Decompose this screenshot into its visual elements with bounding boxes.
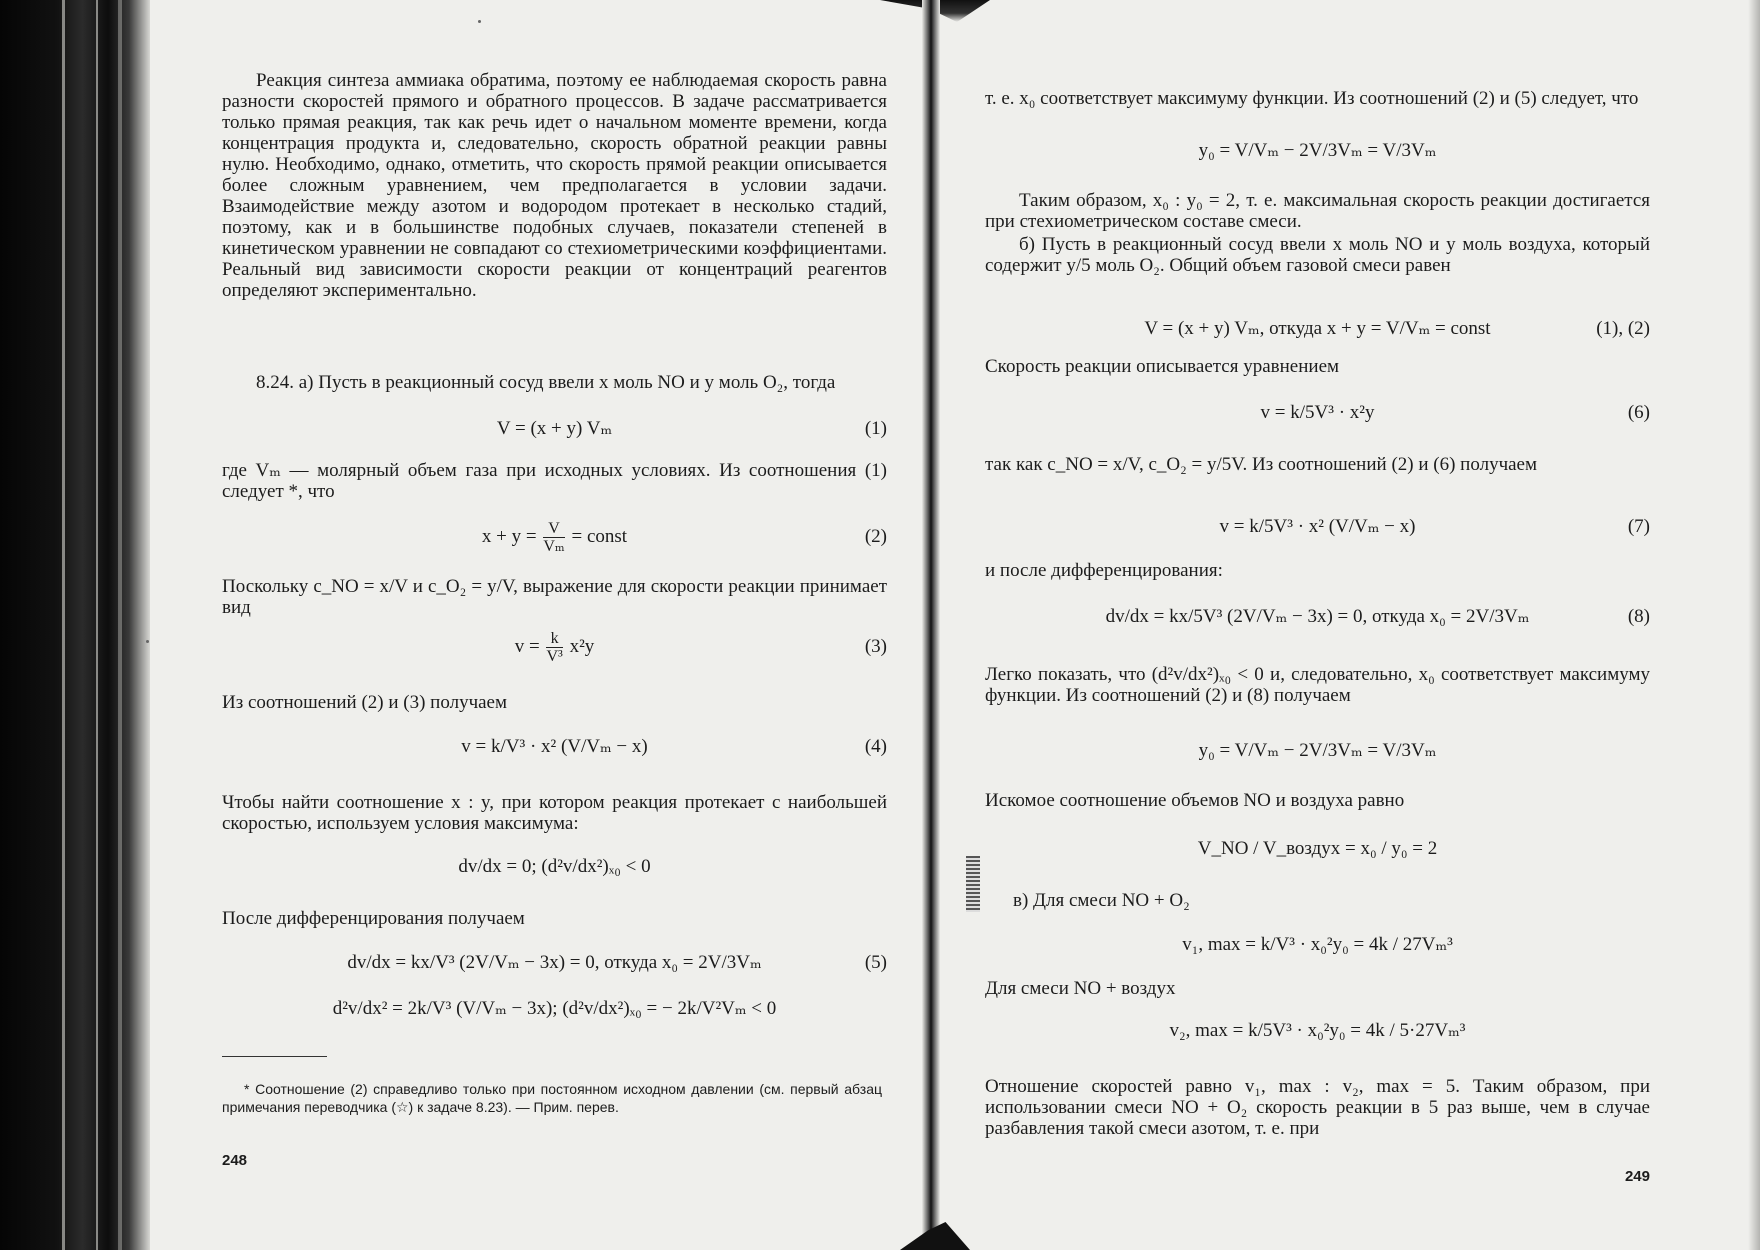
right-top-paragraph: т. е. x₀ соответствует максимуму функции. Из соотношений (2) и (5) следует, что	[985, 88, 1639, 109]
equation-4-body: v = k/V³ · x² (V/Vₘ − x)	[461, 736, 648, 757]
easy-to-show-paragraph: Легко показать, что (d²v/dx²)ₓ₀ < 0 и, следовательно, x₀ соответствует максимуму функции. Из соотношений (2) и (8) получаем	[985, 664, 1650, 706]
equation-3-numerator: k	[546, 630, 562, 648]
equation-5-number: (5)	[864, 952, 887, 973]
equation-volume-body: V = (x + y) Vₘ, откуда x + y = V/Vₘ = const	[1144, 318, 1491, 339]
equation-2-left: x + y =	[481, 525, 537, 547]
equation-5-second	[222, 998, 887, 1028]
mix-with-air-paragraph: Для смеси NO + воздух	[985, 978, 1176, 999]
scan-speck	[146, 640, 149, 643]
equation-ratio	[985, 838, 1650, 868]
equation-2-right: = const	[571, 525, 628, 547]
to-find-paragraph: Чтобы найти соотношение x : y, при котором реакция протекает с наибольшей скоростью, используем условия максимума:	[222, 792, 887, 834]
equation-2	[222, 520, 887, 560]
scan-speck	[478, 20, 481, 23]
equation-v1-max-body: v₁, max = k/V³ · x₀²y₀ = 4k / 27Vₘ³	[1182, 934, 1453, 955]
page-number-248: 248	[222, 1152, 248, 1169]
since-right-paragraph: так как c_NO = x/V, c_O₂ = y/5V. Из соотношений (2) и (6) получаем	[985, 454, 1538, 475]
equation-6-number: (6)	[1627, 402, 1650, 423]
margin-mark	[966, 856, 980, 912]
part-c-paragraph: в) Для смеси NO + O₂	[1013, 890, 1190, 911]
maximum-conditions-body: dv/dx = 0; (d²v/dx²)ₓ₀ < 0	[458, 856, 651, 877]
intro-paragraph: Реакция синтеза аммиака обратима, поэтому ее наблюдаемая скорость равна разности скоростей прямого и обратного процессов. В задаче рассматривается только прямая реакция, так как речь идет о начальном моменте времени, когда концентрация продукта и, следовательно, скорость обратной реакции равны нулю. Необходимо, однако, отметить, что скорость прямой реакции описывается более сложным уравнением, чем предполагается в условии задачи. Взаимодействие между азотом и водородом протекает в несколько стадий, поэтому, как и в большинстве подобных случаев, показатели степеней в кинетическом уравнении не совпадают со стехиометрическими коэффициентами. Реальный вид зависимости скорости реакции от концентраций реагентов определяют экспериментально.	[222, 70, 887, 301]
equation-2-numerator: V	[543, 520, 564, 538]
book-binding-shadow	[0, 0, 150, 1250]
after-differentiation-paragraph: После дифференцирования получаем	[222, 908, 525, 929]
where-paragraph: где Vₘ — молярный объем газа при исходных условиях. Из соотношения (1) следует *, что	[222, 460, 887, 502]
equation-7-number: (7)	[1627, 516, 1650, 537]
after-differentiation-right-paragraph: и после дифференцирования:	[985, 560, 1223, 581]
equation-y0-second	[985, 740, 1650, 770]
footnote: * Соотношение (2) справедливо только при постоянном исходном давлении (см. первый абзац примечания переводчика (☆) к задаче 8.23). — Прим. перев.	[222, 1081, 882, 1115]
equation-5-second-line: d²v/dx² = 2k/V³ (V/Vₘ − 3x); (d²v/dx²)ₓ₀ = − 2k/V²Vₘ < 0	[332, 998, 777, 1019]
equation-2-number: (2)	[864, 526, 887, 547]
maximum-conditions	[222, 856, 887, 886]
equation-volume	[985, 318, 1650, 348]
equation-8	[985, 606, 1650, 636]
thus-paragraph: Таким образом, x₀ : y₀ = 2, т. е. максимальная скорость реакции достигается при стехиометрическом составе смеси.	[985, 190, 1650, 232]
equation-5-first-line: dv/dx = kx/V³ (2V/Vₘ − 3x) = 0, откуда x₀ = 2V/3Vₘ	[347, 952, 762, 973]
equation-v1-max	[985, 934, 1650, 964]
equation-volume-number: (1), (2)	[1596, 318, 1650, 339]
equation-8-body: dv/dx = kx/5V³ (2V/Vₘ − 3x) = 0, откуда x₀ = 2V/3Vₘ	[1105, 606, 1530, 627]
equation-1	[222, 418, 887, 448]
footnote-rule	[222, 1056, 327, 1057]
equation-4-number: (4)	[864, 736, 887, 757]
equation-5	[222, 952, 887, 982]
equation-3	[222, 630, 887, 670]
from-2-3-paragraph: Из соотношений (2) и (3) получаем	[222, 692, 508, 713]
equation-y0-second-body: y₀ = V/Vₘ − 2V/3Vₘ = V/3Vₘ	[1198, 740, 1437, 761]
equation-1-body: V = (x + y) Vₘ	[496, 418, 613, 439]
equation-y0	[985, 140, 1650, 170]
equation-7	[985, 516, 1650, 546]
equation-3-number: (3)	[864, 636, 887, 657]
ratio-of-rates-paragraph: Отношение скоростей равно v₁, max : v₂, max = 5. Таким образом, при использовании смеси NO + O₂ скорость реакции в 5 раз выше, чем в случае разбавления такой смеси азотом, т. е. при	[985, 1076, 1650, 1139]
equation-6	[985, 402, 1650, 432]
equation-2-denominator: Vₘ	[543, 538, 565, 555]
equation-8-number: (8)	[1627, 606, 1650, 627]
equation-ratio-body: V_NO / V_воздух = x₀ / y₀ = 2	[1197, 838, 1438, 859]
desired-ratio-paragraph: Искомое соотношение объемов NO и воздуха равно	[985, 790, 1405, 811]
equation-7-body: v = k/5V³ · x² (V/Vₘ − x)	[1219, 516, 1416, 537]
page-number-249: 249	[1624, 1168, 1650, 1185]
rate-paragraph: Скорость реакции описывается уравнением	[985, 356, 1340, 377]
equation-4	[222, 736, 887, 766]
page-gutter	[922, 0, 940, 1250]
since-paragraph: Поскольку c_NO = x/V и c_O₂ = y/V, выражение для скорости реакции принимает вид	[222, 576, 887, 618]
part-b-paragraph: б) Пусть в реакционный сосуд ввели x моль NO и y моль воздуха, который содержит y/5 моль O₂. Общий объем газовой смеси равен	[985, 234, 1650, 276]
equation-3-denominator: V³	[546, 648, 563, 665]
problem-8-24-paragraph: 8.24. а) Пусть в реакционный сосуд ввели x моль NO и y моль O₂, тогда	[256, 372, 836, 393]
equation-v2-max-body: v₂, max = k/5V³ · x₀²y₀ = 4k / 5·27Vₘ³	[1169, 1020, 1466, 1041]
equation-v2-max	[985, 1020, 1650, 1050]
equation-y0-body: y₀ = V/Vₘ − 2V/3Vₘ = V/3Vₘ	[1198, 140, 1437, 161]
equation-3-right: x²y	[569, 635, 595, 657]
equation-3-left: v =	[514, 635, 540, 657]
equation-6-body: v = k/5V³ · x²y	[1260, 402, 1375, 423]
right-edge-shadow	[1748, 0, 1760, 1250]
equation-1-number: (1)	[864, 418, 887, 439]
